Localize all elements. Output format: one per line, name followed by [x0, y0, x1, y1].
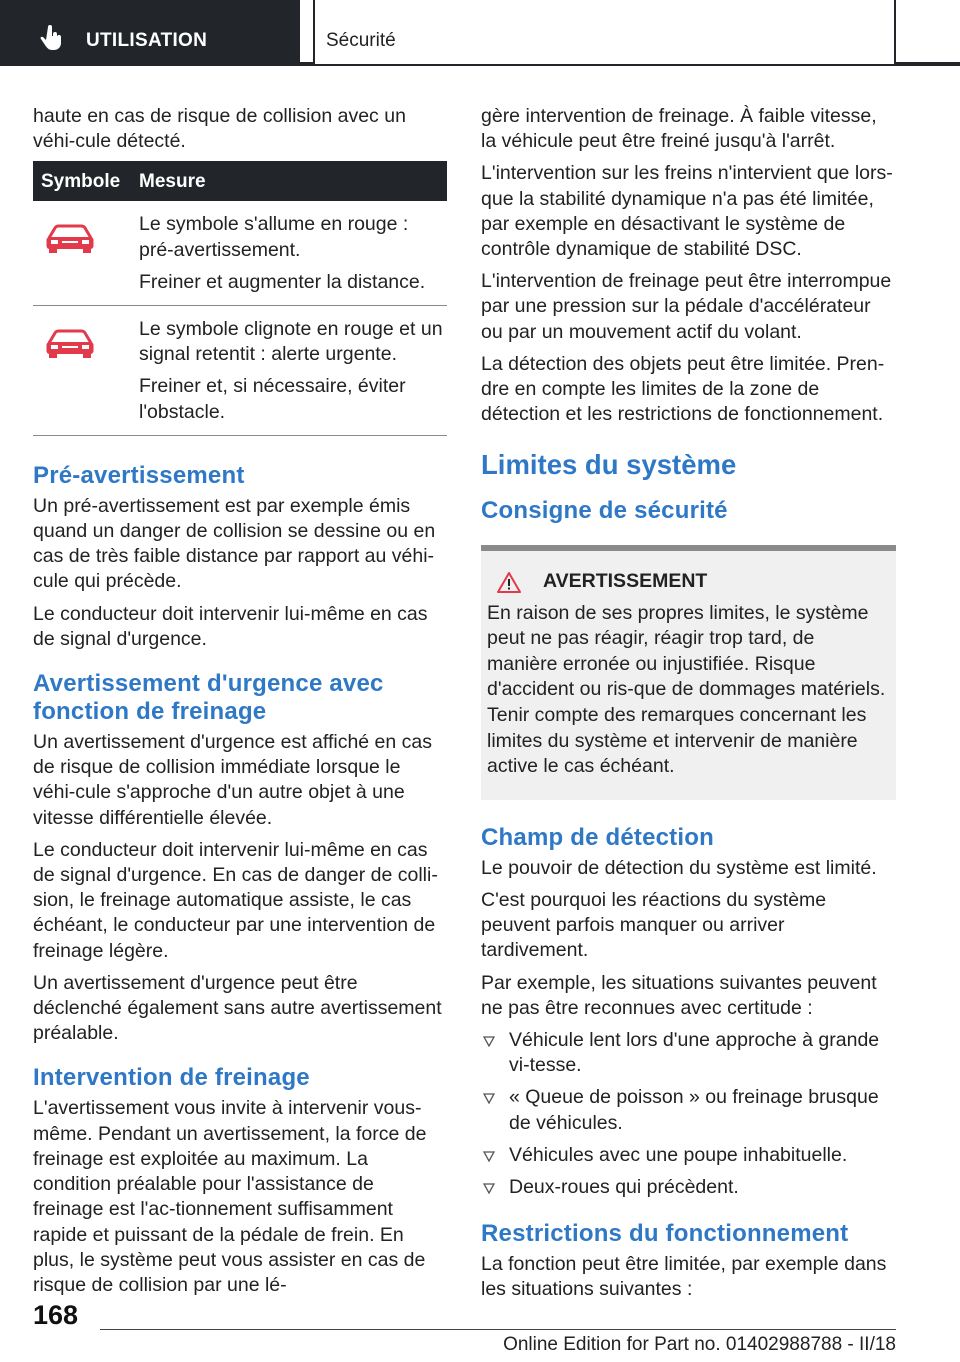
col-symbole: Symbole	[41, 170, 121, 192]
heading-intervention-freinage: Intervention de freinage	[33, 1064, 310, 1092]
chapter-box	[313, 0, 896, 66]
paragraph: Un pré-avertissement est par exemple émis quand un danger de collision se dessine ou en cas de très faible distance par rapport au véhi-cule qui précède.	[33, 494, 436, 593]
row1-line1: Le symbole s'allume en rouge : pré-avertissement.	[139, 213, 409, 261]
row1-line2: Freiner et augmenter la distance.	[139, 270, 426, 293]
car-warning-icon	[45, 224, 95, 254]
car-warning-icon	[45, 329, 95, 359]
table-row	[33, 201, 447, 306]
warning-triangle-icon	[497, 571, 521, 593]
warning-title: AVERTISSEMENT	[543, 570, 708, 593]
col-mesure: Mesure	[139, 170, 206, 192]
paragraph: L'intervention sur les freins n'intervient que lors-que la stabilité dynamique n'a pas été limitée, par exemple en désactivant le système de contrôle dynamique de stabilité DSC.	[481, 162, 893, 261]
triangle-bullet-icon	[483, 1183, 495, 1194]
hand-touch-icon	[40, 25, 64, 51]
row2-line2: Freiner et, si nécessaire, éviter l'obstacle.	[139, 375, 406, 423]
left-column	[33, 104, 447, 1305]
heading-restrictions: Restrictions du fonctionnement	[481, 1220, 849, 1248]
paragraph: Le conducteur doit intervenir lui-même en cas de signal d'urgence. En cas de danger de colli-sion, le freinage automatique assiste, le cas échéant, le conducteur par une intervention de freinage légère.	[33, 838, 438, 962]
table-header	[33, 161, 447, 201]
row2-line1: Le symbole clignote en rouge et un signal retentit : alerte urgente.	[139, 318, 443, 366]
heading-limites-systeme: Limites du système	[481, 449, 737, 481]
triangle-bullet-icon	[483, 1151, 495, 1162]
chapter-label: Sécurité	[326, 30, 396, 51]
list-item: Deux-roues qui précèdent.	[481, 1175, 896, 1200]
list-item: Véhicule lent lors d'une approche à grande vi-tesse.	[481, 1028, 896, 1078]
right-column	[481, 104, 896, 1310]
paragraph: La détection des objets peut être limitée. Pren-dre en compte les limites de la zone de détection et les restrictions de fonctionnement.	[481, 352, 885, 426]
heading-consigne-securite: Consigne de sécurité	[481, 497, 728, 525]
paragraph: Le pouvoir de détection du système est limité.	[481, 856, 877, 879]
paragraph: C'est pourquoi les réactions du système peuvent parfois manquer ou arriver tardivement.	[481, 889, 827, 962]
page-number: 168	[33, 1300, 79, 1330]
list-item: « Queue de poisson » ou freinage brusque de véhicules.	[481, 1085, 896, 1135]
heading-avertissement-urgence: Avertissement d'urgence avec fonction de freinage	[33, 670, 384, 726]
paragraph: Un avertissement d'urgence peut être déclenché également sans autre avertissement préalable.	[33, 971, 442, 1045]
paragraph: L'avertissement vous invite à intervenir vous-même. Pendant un avertissement, la force de freinage est exploitée au maximum. La condition préalable pour l'assistance de freinage est l'ac-tionnement suffisamment rapide et puissant de la pédale de frein. En plus, le système peut vous assister en cas de risque de collision par une lé-	[33, 1097, 427, 1296]
intro-text: haute en cas de risque de collision avec un véhi-cule détecté.	[33, 105, 406, 153]
triangle-bullet-icon	[483, 1093, 495, 1104]
paragraph: gère intervention de freinage. À faible vitesse, la véhicule peut être freiné jusqu'à l'arrêt.	[481, 105, 877, 153]
triangle-bullet-icon	[483, 1036, 495, 1047]
paragraph: La fonction peut être limitée, par exemple dans les situations suivantes :	[481, 1253, 887, 1301]
footer-rule	[100, 1329, 896, 1330]
heading-pre-avertissement: Pré-avertissement	[33, 461, 245, 489]
warning-body: En raison de ses propres limites, le système peut ne pas réagir, réagir trop tard, de manière erronée ou injustifiée. Risque d'accident ou ris-que de dommages matériels. Tenir compte des remarques concernant les limites du système et intervenir de manière active le cas échéant.	[487, 601, 886, 778]
situations-list	[481, 1028, 896, 1200]
section-label: UTILISATION	[86, 30, 208, 51]
paragraph: Par exemple, les situations suivantes peuvent ne pas être reconnues avec certitude :	[481, 971, 877, 1019]
table-row	[33, 306, 447, 436]
warning-box	[481, 545, 896, 799]
list-item: Véhicules avec une poupe inhabituelle.	[481, 1143, 896, 1168]
section-tab[interactable]	[0, 0, 300, 66]
paragraph: Le conducteur doit intervenir lui-même en cas de signal d'urgence.	[33, 602, 428, 650]
heading-champ-detection: Champ de détection	[481, 823, 714, 851]
symbol-table	[33, 161, 447, 435]
paragraph: Un avertissement d'urgence est affiché en cas de risque de collision immédiate lorsque le véhi-cule s'approche d'un autre objet à une vitesse différentielle élevée.	[33, 731, 432, 829]
paragraph: L'intervention de freinage peut être interrompue par une pression sur la pédale d'accélérateur ou par un mouvement actif du volant.	[481, 270, 892, 343]
edition-text: Online Edition for Part no. 01402988788 - II/18	[503, 1334, 896, 1355]
